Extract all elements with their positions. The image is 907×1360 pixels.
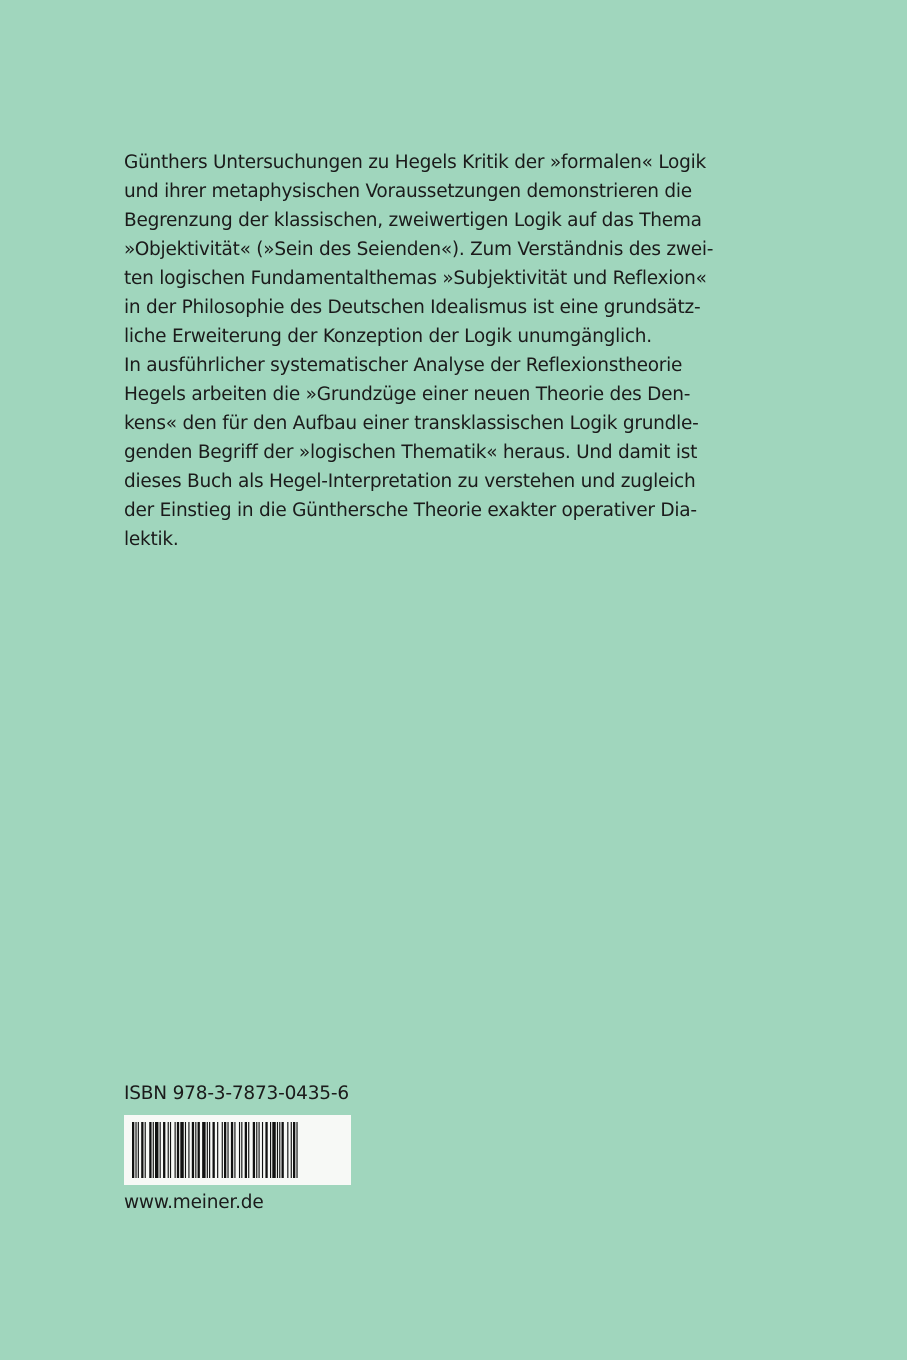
barcode-icon	[124, 1115, 351, 1185]
barcode-bar	[160, 1122, 161, 1178]
barcode-bar	[185, 1122, 186, 1178]
blurb-line: Hegels arbeiten die »Grundzüge einer neuen Theorie des Den-	[124, 384, 691, 405]
barcode-bar	[265, 1122, 267, 1178]
barcode-bar	[180, 1122, 183, 1178]
barcode-graphic	[124, 1115, 351, 1185]
barcode-bar	[135, 1122, 136, 1178]
blurb-line: und ihrer metaphysischen Voraussetzungen demonstrieren die	[124, 181, 692, 202]
barcode-bar	[149, 1122, 151, 1178]
blurb-line: Günthers Untersuchungen zu Hegels Kritik der »formalen« Logik	[124, 152, 706, 173]
barcode-bar	[262, 1122, 263, 1178]
barcode-bar	[293, 1122, 295, 1178]
barcode-bar	[277, 1122, 278, 1178]
blurb-line: in der Philosophie des Deutschen Idealismus ist eine grundsätz-	[124, 297, 701, 318]
blurb-line: genden Begriff der »logischen Thematik« heraus. Und damit ist	[124, 442, 698, 463]
barcode-bar	[177, 1122, 179, 1178]
barcode-bar	[192, 1122, 194, 1178]
barcode-bar	[145, 1122, 146, 1178]
barcode-bar	[287, 1122, 288, 1178]
publisher-url: www.meiner.de	[124, 1192, 264, 1213]
barcode-bar	[234, 1122, 235, 1178]
barcode-bar	[259, 1122, 260, 1178]
barcode-bar	[188, 1122, 189, 1178]
isbn-number: ISBN 978-3-7873-0435-6	[124, 1083, 349, 1104]
barcode-bar	[195, 1122, 196, 1178]
barcode-bar	[175, 1122, 176, 1178]
blurb-line: der Einstieg in die Günthersche Theorie exakter operativer Dia-	[124, 500, 697, 521]
barcode-bar	[248, 1122, 249, 1178]
barcode-bar	[217, 1122, 218, 1178]
barcode-bar	[170, 1122, 171, 1178]
blurb-line: In ausführlicher systematischer Analyse der Reflexionstheorie	[124, 355, 683, 376]
barcode-bar	[239, 1122, 240, 1178]
barcode-bar	[224, 1122, 226, 1178]
barcode-bar	[272, 1122, 275, 1178]
blurb-line: »Objektivität« (»Sein des Seienden«). Zum Verständnis des zwei-	[124, 239, 714, 260]
barcode-bar	[209, 1122, 210, 1178]
blurb-line: liche Erweiterung der Konzeption der Logik unumgänglich.	[124, 326, 652, 347]
barcode-bar	[241, 1122, 242, 1178]
barcode-bar	[222, 1122, 223, 1178]
barcode-bar	[163, 1122, 165, 1178]
barcode-bar	[141, 1122, 143, 1178]
blurb-line: ten logischen Fundamentalthemas »Subjektivität und Reflexion«	[124, 268, 707, 289]
back-cover-blurb	[124, 148, 724, 554]
barcode-bar	[245, 1122, 247, 1178]
blurb-line: dieses Buch als Hegel-Interpretation zu verstehen und zugleich	[124, 471, 696, 492]
barcode-bar	[227, 1122, 228, 1178]
blurb-line: kens« den für den Aufbau einer transklassischen Logik grundle-	[124, 413, 699, 434]
barcode-bar	[213, 1122, 215, 1178]
barcode-bar	[155, 1122, 158, 1178]
barcode-bar	[296, 1122, 297, 1178]
barcode-bar	[282, 1122, 284, 1178]
barcode-bar	[256, 1122, 257, 1178]
barcode-bar	[198, 1122, 200, 1178]
barcode-bar	[202, 1122, 205, 1178]
blurb-line: lektik.	[124, 529, 179, 550]
barcode-bar	[168, 1122, 169, 1178]
barcode-bar	[253, 1122, 255, 1178]
barcode-bar	[138, 1122, 139, 1178]
barcode-bar	[153, 1122, 154, 1178]
barcode-bar	[231, 1122, 233, 1178]
barcode-bar	[279, 1122, 280, 1178]
barcode-bar	[207, 1122, 208, 1178]
barcode-bar	[270, 1122, 271, 1178]
blurb-line: Begrenzung der klassischen, zweiwertigen Logik auf das Thema	[124, 210, 702, 231]
barcode-bar	[132, 1122, 134, 1178]
barcode-bar	[291, 1122, 292, 1178]
